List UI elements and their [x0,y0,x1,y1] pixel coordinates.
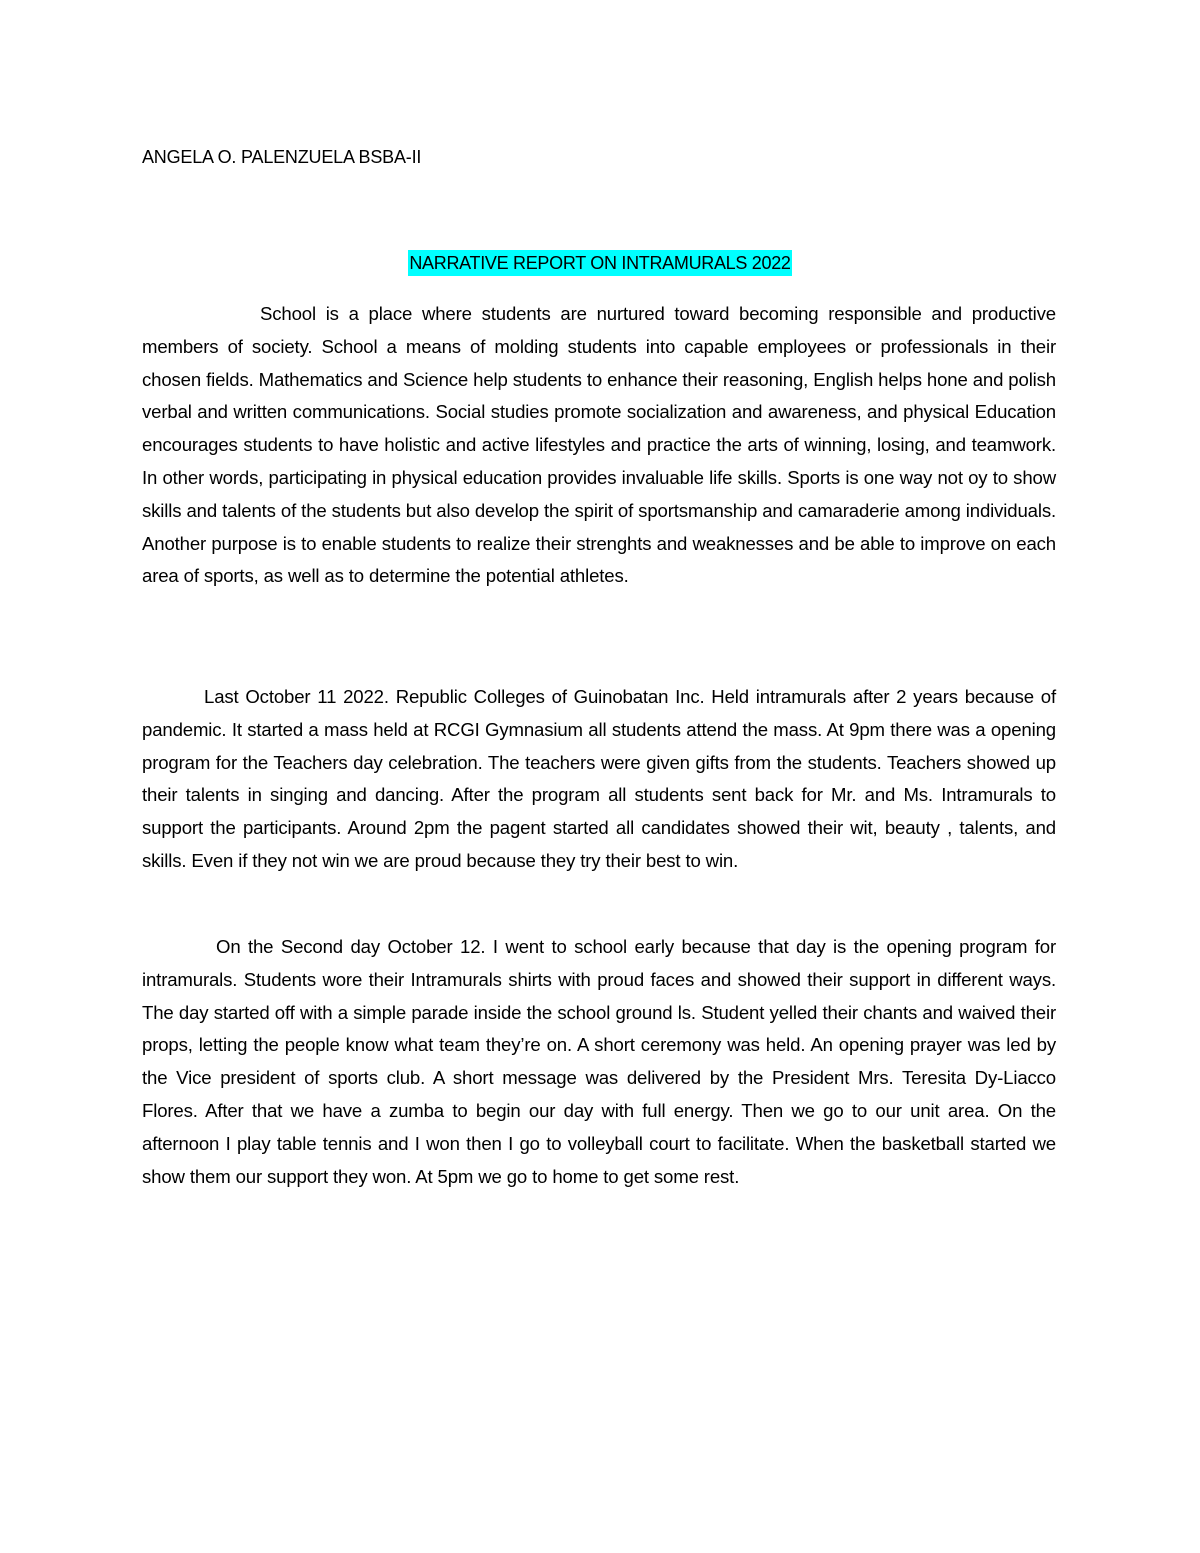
title-container [142,250,1058,276]
author-line: ANGELA O. PALENZUELA BSBA-II [142,147,422,167]
paragraph-second-day: On the Second day October 12. I went to school early because that day is the opening program for intramurals. Students wore their Intramurals shirts with proud faces and showed their support in different ways. The day started off with a simple parade inside the school ground ls. Student yelled their chants and waived their props, letting the people know what team they’re on. A short ceremony was held. An opening prayer was led by the Vice president of sports club. A short message was delivered by the President Mrs. Teresita Dy-Liacco Flores. After that we have a zumba to begin our day with full energy. Then we go to our unit area. On the afternoon I play table tennis and I won then I go to volleyball court to facilitate. When the basketball started we show them our support they won. At 5pm we go to home to get some rest. [142,936,1056,1187]
paragraph-introduction: School is a place where students are nurtured toward becoming responsible and productive members of society. School a means of molding students into capable employees or professionals in their chosen fields. Mathematics and Science help students to enhance their reasoning, English helps hone and polish verbal and written communications. Social studies promote socialization and awareness, and physical Education encourages students to have holistic and active lifestyles and practice the arts of winning, losing, and teamwork. In other words, participating in physical education provides invaluable life skills. Sports is one way not oy to show skills and talents of the students but also develop the spirit of sportsmanship and camaraderie among individuals. Another purpose is to enable students to realize their strenghts and weaknesses and be able to improve on each area of sports, as well as to determine the potential athletes. [142,303,1056,587]
paragraph-first-day: Last October 11 2022. Republic Colleges of Guinobatan Inc. Held intramurals after 2 years because of pandemic. It started a mass held at RCGI Gymnasium all students attend the mass. At 9pm there was a opening program for the Teachers day celebration. The teachers were given gifts from the students. Teachers showed up their talents in singing and dancing. After the program all students sent back for Mr. and Ms. Intramurals to support the participants. Around 2pm the pagent started all candidates showed their wit, beauty , talents, and skills. Even if they not win we are proud because they try their best to win. [142,686,1056,871]
report-title: NARRATIVE REPORT ON INTRAMURALS 2022 [408,250,791,276]
